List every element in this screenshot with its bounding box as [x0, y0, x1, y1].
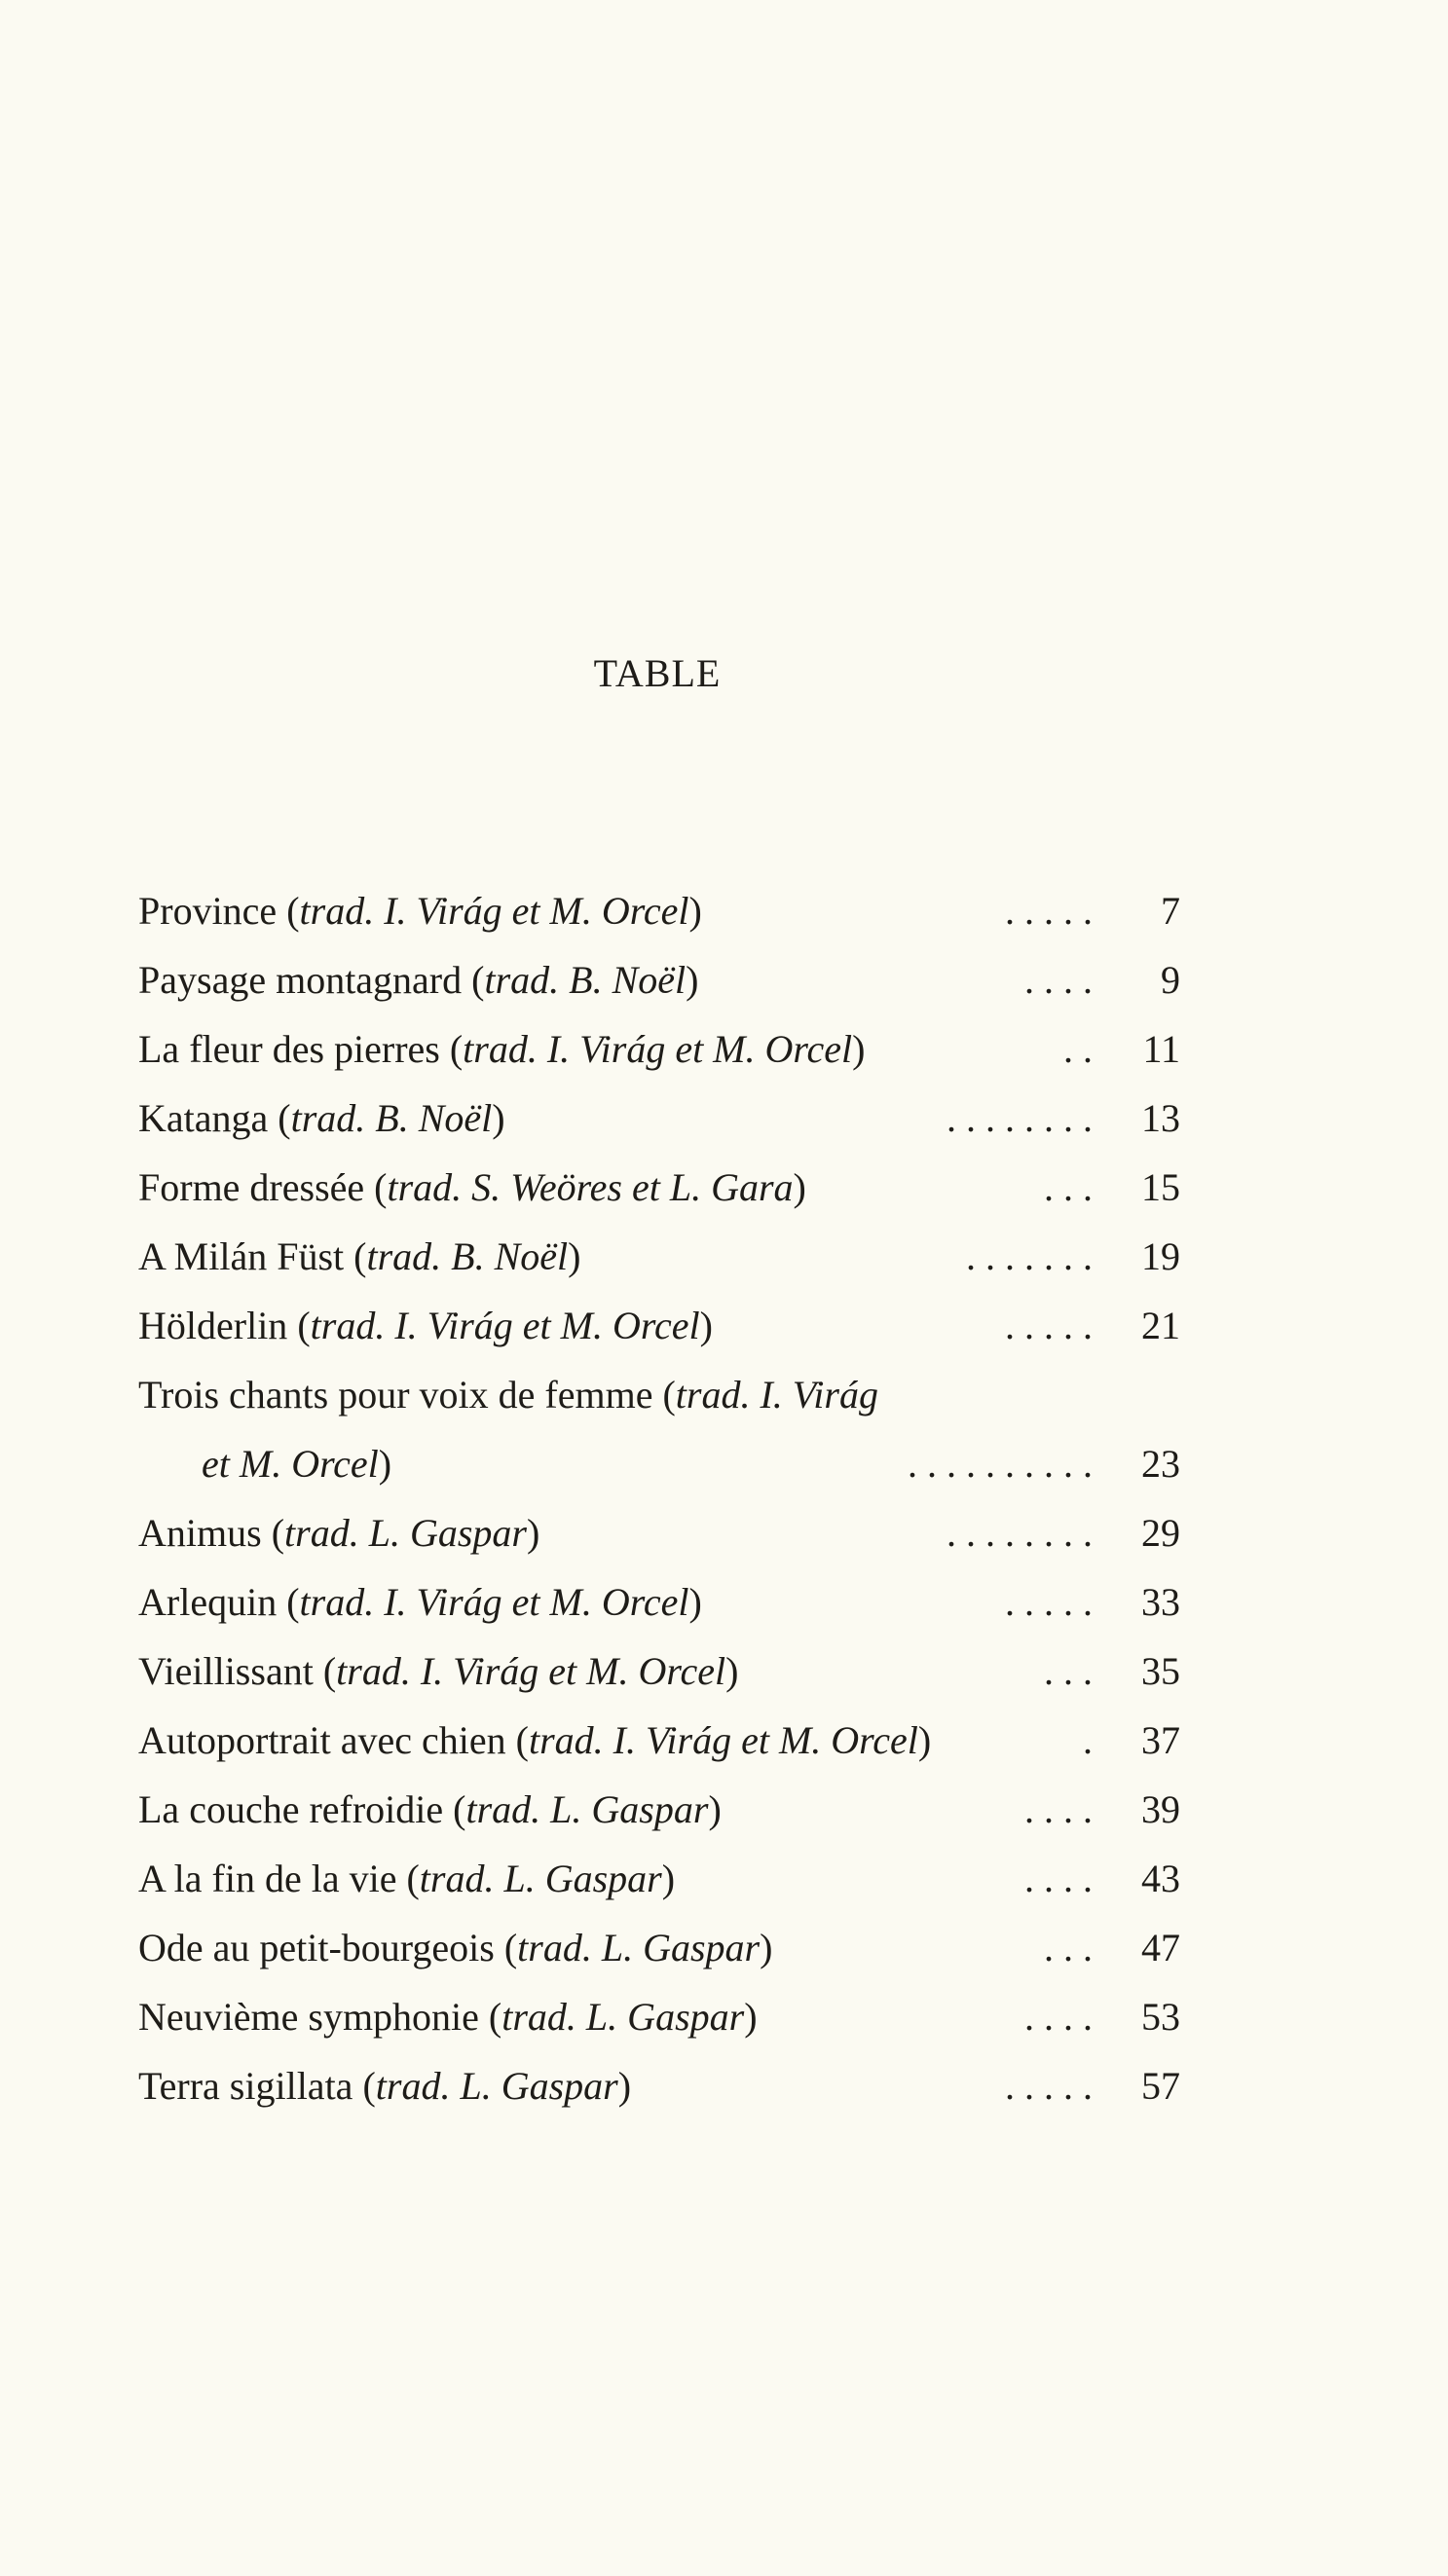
page-number: 15	[1141, 1165, 1180, 1209]
entry-translator: trad. I. Virág et M. Orcel	[299, 889, 689, 933]
dot-leader: .	[1083, 1718, 1093, 1762]
entry-translator: trad. L. Gaspar	[284, 1511, 527, 1555]
entry-title: Terra sigillata	[138, 2064, 353, 2108]
entry-title: A la fin de la vie	[138, 1857, 397, 1900]
entry-text-continued: et M. Orcel)	[202, 1442, 392, 1486]
entry-translator: trad. I. Virág et M. Orcel	[310, 1304, 700, 1347]
page-number: 39	[1141, 1787, 1180, 1831]
page-number: 33	[1141, 1580, 1180, 1624]
toc-entry	[138, 1014, 1180, 1084]
dot-leader: . . . . .	[1005, 1580, 1093, 1624]
dot-leader: . . . .	[1024, 1857, 1093, 1900]
entry-translator: trad. I. Virág et M. Orcel	[336, 1649, 726, 1693]
toc-entry-line1	[138, 1360, 1180, 1429]
page-number: 7	[1161, 889, 1180, 933]
dot-leader: . . .	[1044, 1649, 1093, 1693]
page-number: 21	[1141, 1304, 1180, 1347]
entry-text: La couche refroidie (trad. L. Gaspar)	[138, 1787, 722, 1831]
entry-text: A Milán Füst (trad. B. Noël)	[138, 1234, 581, 1278]
entry-translator: trad. I. Virág et M. Orcel	[463, 1027, 853, 1071]
toc-entry	[138, 1775, 1180, 1844]
entry-translator: trad. L. Gaspar	[501, 1995, 745, 2039]
toc-entry	[138, 1913, 1180, 1982]
entry-translator: et M. Orcel	[202, 1442, 379, 1486]
toc-entry	[138, 1291, 1180, 1360]
entry-title: Hölderlin	[138, 1304, 288, 1347]
toc-entry	[138, 1567, 1180, 1637]
dot-leader: . . . . . . . . . .	[908, 1442, 1093, 1486]
table-of-contents	[138, 876, 1180, 2120]
entry-translator: trad. B. Noël	[484, 958, 687, 1002]
page-number: 13	[1141, 1096, 1180, 1140]
dot-leader: . . .	[1044, 1926, 1093, 1969]
toc-entry	[138, 1222, 1180, 1291]
toc-entry	[138, 1637, 1180, 1706]
toc-entry	[138, 1706, 1180, 1775]
dot-leader: . . . .	[1024, 1787, 1093, 1831]
page-number: 23	[1141, 1442, 1180, 1486]
page-number: 37	[1141, 1718, 1180, 1762]
toc-entry	[138, 945, 1180, 1014]
entry-translator: trad. L. Gaspar	[517, 1926, 761, 1969]
page-number: 57	[1141, 2064, 1180, 2108]
dot-leader: . .	[1063, 1027, 1093, 1071]
entry-title: Neuvième symphonie	[138, 1995, 479, 2039]
entry-title: La fleur des pierres	[138, 1027, 440, 1071]
entry-title: Paysage montagnard	[138, 958, 463, 1002]
entry-title: Forme dressée	[138, 1165, 365, 1209]
page-number: 35	[1141, 1649, 1180, 1693]
entry-translator: trad. I. Virág	[675, 1373, 878, 1417]
entry-text: Paysage montagnard (trad. B. Noël)	[138, 958, 699, 1002]
toc-entry	[138, 876, 1180, 945]
entry-title: A Milán Füst	[138, 1234, 345, 1278]
entry-text: Hölderlin (trad. I. Virág et M. Orcel)	[138, 1304, 713, 1347]
entry-title: Arlequin	[138, 1580, 278, 1624]
entry-title: Ode au petit-bourgeois	[138, 1926, 495, 1969]
toc-entry	[138, 1982, 1180, 2051]
dot-leader: . . . . .	[1005, 889, 1093, 933]
toc-entry	[138, 1153, 1180, 1222]
page-title: TABLE	[593, 651, 722, 695]
entry-translator: trad. S. Weöres et L. Gara	[387, 1165, 794, 1209]
entry-translator: trad. L. Gaspar	[419, 1857, 662, 1900]
entry-title: Province	[138, 889, 278, 933]
entry-text: A la fin de la vie (trad. L. Gaspar)	[138, 1857, 676, 1900]
entry-title: La couche refroidie	[138, 1787, 444, 1831]
entry-text: Forme dressée (trad. S. Weöres et L. Gara)	[138, 1165, 806, 1209]
entry-title: Animus	[138, 1511, 262, 1555]
entry-title: Autoportrait avec chien	[138, 1718, 506, 1762]
page-number: 47	[1141, 1926, 1180, 1969]
toc-entry-line2	[138, 1429, 1180, 1498]
page-number: 11	[1142, 1027, 1180, 1071]
entry-translator: trad. B. Noël	[366, 1234, 569, 1278]
entry-text: Neuvième symphonie (trad. L. Gaspar)	[138, 1995, 758, 2039]
entry-title: Vieillissant	[138, 1649, 314, 1693]
dot-leader: . . . .	[1024, 958, 1093, 1002]
entry-text: Province (trad. I. Virág et M. Orcel)	[138, 889, 702, 933]
entry-translator: trad. L. Gaspar	[375, 2064, 618, 2108]
entry-title: Trois chants pour voix de femme	[138, 1373, 653, 1417]
dot-leader: . . . . . . . .	[947, 1096, 1093, 1140]
toc-entry	[138, 2051, 1180, 2120]
page-number: 53	[1141, 1995, 1180, 2039]
entry-translator: trad. B. Noël	[290, 1096, 493, 1140]
entry-text: Katanga (trad. B. Noël)	[138, 1096, 505, 1140]
page-number: 29	[1141, 1511, 1180, 1555]
dot-leader: . . . . . . .	[966, 1234, 1093, 1278]
page-number: 9	[1161, 958, 1180, 1002]
entry-text: La fleur des pierres (trad. I. Virág et M. Orcel)	[138, 1027, 866, 1071]
dot-leader: . . . .	[1024, 1995, 1093, 2039]
entry-translator: trad. I. Virág et M. Orcel	[299, 1580, 689, 1624]
entry-text: Vieillissant (trad. I. Virág et M. Orcel)	[138, 1649, 739, 1693]
entry-translator: trad. I. Virág et M. Orcel	[528, 1718, 918, 1762]
entry-text: Trois chants pour voix de femme (trad. I. Virág	[138, 1373, 878, 1417]
entry-text: Ode au petit-bourgeois (trad. L. Gaspar)	[138, 1926, 773, 1969]
toc-entry	[138, 1084, 1180, 1153]
entry-text: Autoportrait avec chien (trad. I. Virág et M. Orcel)	[138, 1718, 932, 1762]
entry-text: Arlequin (trad. I. Virág et M. Orcel)	[138, 1580, 702, 1624]
entry-title: Katanga	[138, 1096, 269, 1140]
page-number: 19	[1141, 1234, 1180, 1278]
dot-leader: . . .	[1044, 1165, 1093, 1209]
toc-entry	[138, 1498, 1180, 1567]
entry-text: Terra sigillata (trad. L. Gaspar)	[138, 2064, 632, 2108]
dot-leader: . . . . .	[1005, 2064, 1093, 2108]
dot-leader: . . . . .	[1005, 1304, 1093, 1347]
page-number: 43	[1141, 1857, 1180, 1900]
entry-translator: trad. L. Gaspar	[465, 1787, 709, 1831]
entry-text: Animus (trad. L. Gaspar)	[138, 1511, 540, 1555]
dot-leader: . . . . . . . .	[947, 1511, 1093, 1555]
toc-entry	[138, 1844, 1180, 1913]
